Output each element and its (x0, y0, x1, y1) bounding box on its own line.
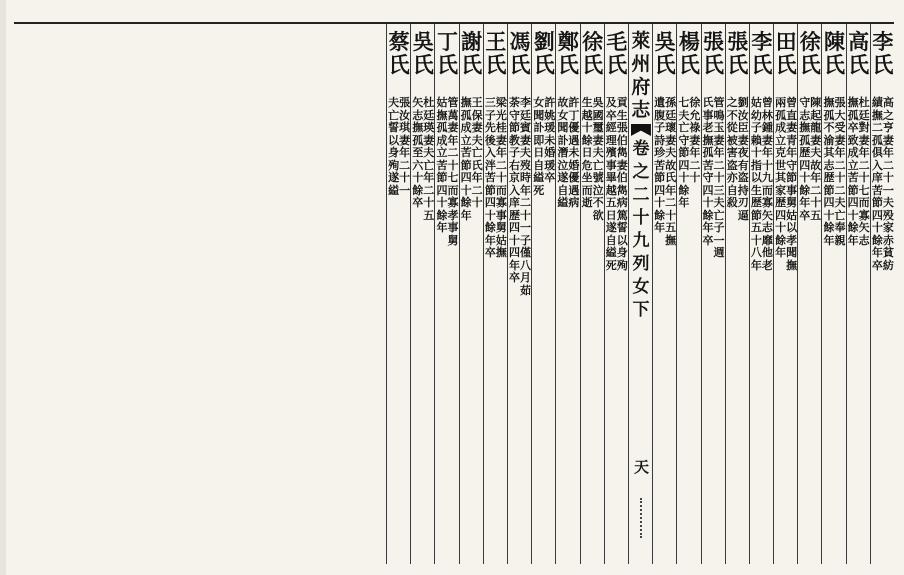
entry-column (483, 24, 507, 564)
entry-text: 遺 腹 子 詩 珍 苦 節 四 十 餘 年 (654, 96, 666, 234)
entry-text: 張 汝 琪 妻 年 二 十 一 (399, 96, 411, 197)
center-heading (629, 30, 652, 322)
entry-text: 七 夫 亡 守 節 四 十 餘 年 (678, 96, 690, 209)
entry-text: 吳 國 璽 妻 夫 亡 號 泣 不 欲 (592, 96, 604, 222)
entry-name: 鄭 氏 (557, 29, 579, 77)
entry-name: 馮 氏 (509, 29, 531, 77)
entry-text: 矢 志 撫 孤 至 六 十 餘 卒 (412, 96, 424, 209)
entry-name: 丁 氏 (436, 29, 458, 77)
entry-text: 撫 孤 成 立 苦 節 四 十 餘 年 (460, 96, 472, 222)
entry-name: 毛 氏 (606, 29, 628, 77)
entry-column (846, 24, 870, 564)
entry-name: 李 氏 (872, 29, 894, 77)
entry-text: 三 子 先 後 入 泮 苦 節 四 十 餘 年 卒 (484, 96, 496, 259)
scan-edge (0, 0, 6, 575)
entry-column (531, 24, 555, 564)
entry-text: 女 聞 訃 即 日 自 縊 死 (533, 96, 545, 197)
entry-text: 之 不 從 被 害 盗 亦 自 殺 (726, 96, 738, 209)
entry-text: 張 大 受 妻 年 二 十 二 夫 亡 奉 親 (834, 96, 846, 247)
entry-text: 曾 林 鍾 妻 年 十 九 而 寡 矢 志 靡 他 老 (761, 96, 773, 272)
entry-text: 梁 光 桂 妻 年 二 十 而 寡 事 舅 姑 撫 (495, 96, 507, 259)
section-label: 列 女 下 (632, 254, 650, 320)
entry-column (555, 24, 579, 564)
entry-column (410, 24, 434, 564)
entry-text: 姑 幼 子 賴 十 指 以 生 歴 節 五 十 八 年 (750, 96, 762, 272)
entry-name: 高 氏 (848, 29, 870, 77)
text-area (14, 22, 894, 564)
entry-text: 氏 事 老 撫 孤 苦 守 四 十 餘 年 卒 (702, 96, 714, 247)
entry-text: 及 卒 經 理 殯 事 畢 越 五 日 遂 自 縊 死 (605, 96, 617, 272)
entry-name: 劉 氏 (533, 29, 555, 77)
entry-name: 徐 氏 (582, 29, 604, 77)
entry-column (749, 24, 773, 564)
entry-column (821, 24, 845, 564)
entry-column (507, 24, 531, 564)
entry-name: 王 氏 (485, 29, 507, 77)
entry-text: 撫 孤 不 渝 其 志 歴 節 四 十 餘 年 (823, 96, 835, 247)
entry-column (797, 24, 821, 564)
entry-text: 許 姚 瑗 未 婚 瑗 卒 (544, 96, 556, 184)
entry-column (386, 24, 410, 564)
entry-text: 高 之 亨 妻 年 二 十 一 夫 殁 家 赤 貧 紡 (882, 96, 894, 272)
entry-column (725, 24, 749, 564)
entry-text: 陳 起 龍 妻 夫 故 年 二 十 五 (810, 96, 822, 222)
entry-column (652, 24, 676, 564)
entry-text: 生 越 十 餘 日 危 坐 而 逝 (581, 96, 593, 209)
entry-column (773, 24, 797, 564)
book-title: 萊 州 府 志 (631, 30, 651, 121)
entry-name: 謝 氏 (461, 29, 483, 77)
entry-name: 陳 氏 (823, 29, 845, 77)
entry-text: 孫 廷 瓌 妻 夫 故 氏 年 二 十 五 撫 (665, 96, 677, 247)
entry-text: 故 女 聞 訃 潛 泣 遂 自 縊 (557, 96, 569, 209)
entry-text: 王 保 妻 夫 亡 氏 年 二 十 (471, 96, 483, 209)
entry-name: 蔡 氏 (388, 29, 410, 77)
entry-column (676, 24, 700, 564)
entry-column (459, 24, 483, 564)
entry-text: 夫 亡 誓 以 身 殉 遂 縊 (388, 96, 400, 197)
entry-column (580, 24, 604, 564)
entry-text: 兩 孤 成 立 克 世 其 家 歴 四 十 餘 年 (775, 96, 787, 259)
volume-label: 卷 之 二 十 九 (632, 139, 650, 251)
entry-name: 吳 氏 (412, 29, 434, 77)
entry-column (434, 24, 458, 564)
entry-name: 張 氏 (727, 29, 749, 77)
dotted-divider (640, 498, 644, 538)
entry-text: 管 鳴 玉 妻 年 二 十 三 夫 亡 子 一 週 (713, 96, 725, 259)
fish-tail-mark-icon (631, 124, 651, 136)
entry-name: 徐 氏 (799, 29, 821, 77)
entry-text: 貢 生 張 伯 雋 妻 伯 雋 病 篤 誓 以 身 殉 (616, 96, 628, 272)
entry-name: 楊 氏 (678, 29, 700, 77)
entry-text: 杜 廷 對 妻 年 二 十 七 而 寡 矢 志 (858, 96, 870, 247)
entry-text: 李 廷 賓 妻 夫 歿 時 年 二 十 一 子 僅 八 月 茹 (520, 96, 531, 297)
folio-mark: 天 (633, 458, 649, 476)
entry-text: 曾 直 妻 青 年 守 節 事 舅 姑 以 孝 聞 撫 (786, 96, 798, 272)
entry-text: 杜 廷 瑛 妻 夫 亡 年 二 十 五 (423, 96, 435, 222)
entry-text: 績 撫 二 孤 俱 入 庠 苦 節 四 十 餘 年 卒 (871, 96, 883, 272)
entry-text: 徐 允 祿 妻 年 二 十 (689, 96, 701, 184)
center-column (628, 24, 652, 564)
entry-text: 劉 汝 臣 妻 夜 有 盗 持 刃 逼 (737, 96, 749, 222)
entry-column (604, 24, 628, 564)
entry-column (701, 24, 725, 564)
entry-name: 吳 氏 (654, 29, 676, 77)
entry-text: 許 丁 優 遇 未 婚 優 遇 病 (568, 96, 580, 209)
entry-name: 張 氏 (703, 29, 724, 77)
entry-name: 田 氏 (775, 29, 797, 77)
entry-text: 撫 孤 卒 致 成 立 苦 節 四 十 餘 年 (847, 96, 859, 247)
entry-text: 荼 守 節 教 子 右 京 入 庠 歴 四 十 四 年 卒 (509, 96, 520, 284)
entry-text: 守 志 撫 孤 歴 四 十 餘 年 卒 (799, 96, 811, 222)
entry-column (870, 24, 894, 564)
entry-text: 管 萬 妻 年 二 十 七 而 寡 孝 事 舅 (447, 96, 459, 247)
entry-name: 李 氏 (751, 29, 773, 77)
entry-text: 姑 撫 孤 成 立 苦 節 四 十 餘 年 (436, 96, 448, 234)
